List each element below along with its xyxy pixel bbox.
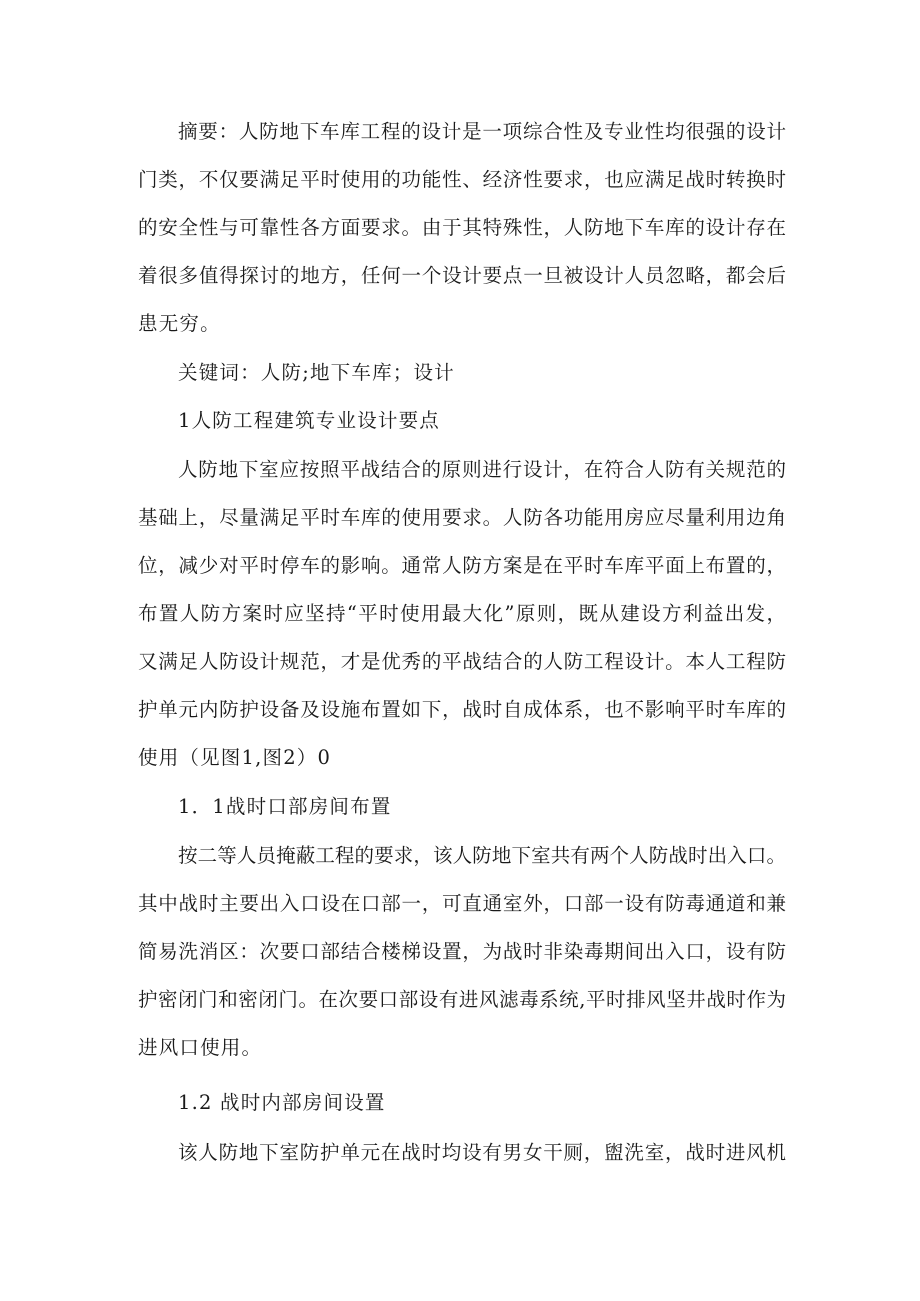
abstract-line-5: 患无穷。 — [138, 312, 221, 335]
section-heading-1: 1人防工程建筑专业设计要点 — [178, 409, 441, 432]
keywords-line: 关键词：人防;地下车库；设计 — [178, 361, 455, 384]
paragraph-line: 该人防地下室防护单元在战时均设有男女干厕，盥洗室，战时进风机 — [178, 1141, 786, 1164]
paragraph-line: 简易洗消区：次要口部结合楼梯设置，为战时非染毒期间出入口，设有防 — [138, 940, 786, 963]
abstract-line-4: 着很多值得探讨的地方，任何一个设计要点一旦被设计人员忽略，都会后 — [138, 264, 786, 287]
paragraph-line: 使用（见图1,图2）0 — [138, 746, 332, 769]
paragraph-line: 护单元内防护设备及设施布置如下，战时自成体系，也不影响平时车库的 — [138, 698, 786, 721]
abstract-line-3: 的安全性与可靠性各方面要求。由于其特殊性，人防地下车库的设计存在 — [138, 216, 786, 239]
paragraph-line: 进风口使用。 — [138, 1036, 263, 1059]
abstract-line-1: 摘要：人防地下车库工程的设计是一项综合性及专业性均很强的设计 — [178, 120, 786, 143]
section-heading-1-1: 1．1战时口部房间布置 — [178, 795, 392, 818]
paragraph-line: 又满足人防设计规范，才是优秀的平战结合的人防工程设计。本人工程防 — [138, 650, 786, 673]
paragraph-line: 位，减少对平时停车的影响。通常人防方案是在平时车库平面上布置的， — [138, 554, 786, 577]
section-heading-1-2: 1.2 战时内部房间设置 — [178, 1091, 386, 1114]
paragraph-line: 布置人防方案时应坚持“平时使用最大化”原则，既从建设方利益出发， — [138, 602, 786, 625]
abstract-line-2: 门类，不仅要满足平时使用的功能性、经济性要求，也应满足战时转换时 — [138, 168, 786, 191]
paragraph-line: 按二等人员掩蔽工程的要求，该人防地下室共有两个人防战时出入口。 — [178, 844, 786, 867]
paragraph-line: 人防地下室应按照平战结合的原则进行设计，在符合人防有关规范的 — [178, 458, 786, 481]
paragraph-line: 基础上，尽量满足平时车库的使用要求。人防各功能用房应尽量利用边角 — [138, 506, 786, 529]
paragraph-line: 护密闭门和密闭门。在次要口部设有进风滤毒系统,平时排风坚井战时作为 — [138, 988, 786, 1011]
paragraph-line: 其中战时主要出入口设在口部一，可直通室外，口部一设有防毒通道和兼 — [138, 892, 786, 915]
